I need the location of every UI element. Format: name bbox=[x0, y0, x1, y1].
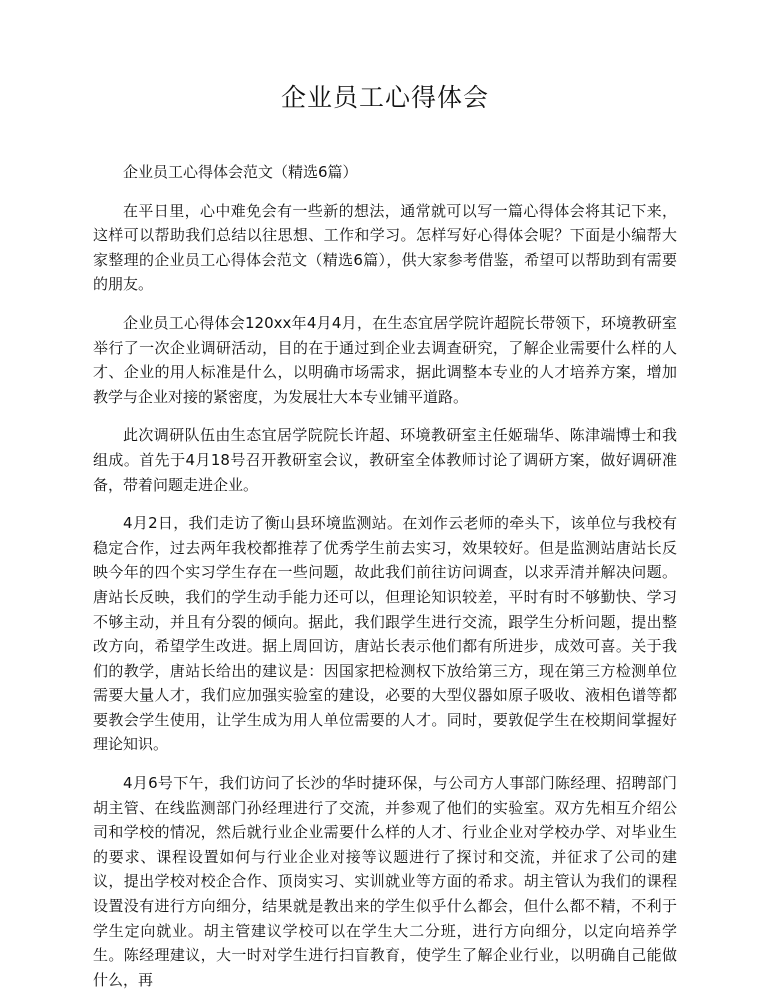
paragraph-intro: 在平日里，心中难免会有一些新的想法，通常就可以写一篇心得体会将其记下来，这样可以帮助我们总结以往思想、工作和学习。怎样写好心得体会呢？下面是小编帮大家整理的企业员工心得体会范文（精选6篇），供大家参考借鉴，希望可以帮助到有需要的朋友。 bbox=[93, 201, 677, 294]
paragraph-monitoring-station-visit: 4月2日，我们走访了衡山县环境监测站。在刘作云老师的牵头下，该单位与我校有稳定合作，过去两年我校都推荐了优秀学生前去实习，效果较好。但是监测站唐站长反映今年的四个实习学生存在一些问题，故此我们前往访问调查，以求弄清并解决问题。唐站长反映，我们的学生动手能力还可以，但理论知识较差，平时有时不够勤快、学习不够主动，并且有分裂的倾向。据此，我们跟学生进行交流，跟学生分析问题，提出整改方向，希望学生改进。据上周回访，唐站长表示他们都有所进步，成效可喜。关于我们的教学，唐站长给出的建议是：因国家把检测权下放给第三方，现在第三方检测单位需要大量人才，我们应加强实验室的建设，必要的大型仪器如原子吸收、液相色谱等都要教会学生使用，让学生成为用人单位需要的人才。同时，要敦促学生在校期间掌握好理论知识。 bbox=[93, 514, 677, 754]
paragraph-research-activity: 企业员工心得体会120xx年4月4月，在生态宜居学院许超院长带领下，环境教研室举行了一次企业调研活动，目的在于通过到企业去调查研究，了解企业需要什么样的人才、企业的用人标准是什么，以明确市场需求，据此调整本专业的人才培养方案，增加教学与企业对接的紧密度，为发展壮大本专业铺平道路。 bbox=[93, 313, 677, 406]
paragraph-company-visit: 4月6号下午，我们访问了长沙的华时捷环保，与公司方人事部门陈经理、招聘部门胡主管、在线监测部门孙经理进行了交流，并参观了他们的实验室。双方先相互介绍公司和学校的情况，然后就行业企业需要什么样的人才、行业企业对学校办学、对毕业生的要求、课程设置如何与行业企业对接等议题进行了探讨和交流，并征求了公司的建议，提出学校对校企合作、顶岗实习、实训就业等方面的希求。胡主管认为我们的课程设置没有进行方向细分，结果就是教出来的学生似乎什么都会，但什么都不精，不利于学生定向就业。胡主管建议学校可以在学生大二分班，进行方向细分，以定向培养学生。陈经理建议，大一时对学生进行扫盲教育，使学生了解企业行业，以明确自己能做什么，再 bbox=[93, 774, 677, 989]
document-title: 企业员工心得体会 bbox=[280, 83, 489, 112]
document-subtitle: 企业员工心得体会范文（精选6篇） bbox=[123, 163, 358, 181]
paragraph-research-team: 此次调研队伍由生态宜居学院院长许超、环境教研室主任姬瑞华、陈津端博士和我组成。首先于4月18号召开教研室会议，教研室全体教师讨论了调研方案，做好调研准备，带着问题走进企业。 bbox=[93, 426, 677, 494]
